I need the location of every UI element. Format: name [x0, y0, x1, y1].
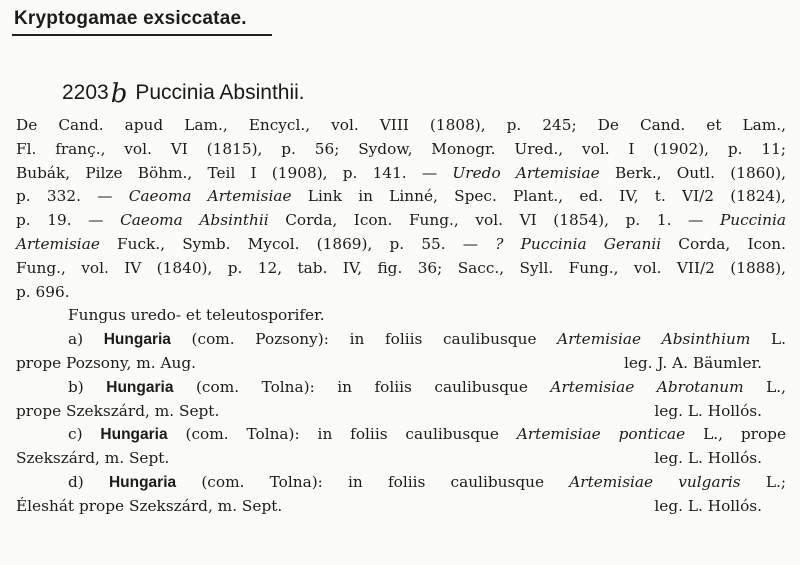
taxon-name: Caeoma Absinthii: [120, 211, 269, 230]
entry-suffix-handwritten: b: [110, 79, 128, 109]
taxon-name: Puccinia: [719, 211, 786, 230]
citation-text: Fung., vol. IV (1840), p. 12, tab. IV, fig. 36; Sacc., Syll. Fung., vol. VII/2 (1888),: [16, 258, 786, 277]
citation-text: Berk., Outl. (1860),: [599, 163, 786, 182]
synonymy-line: [16, 162, 786, 186]
locality-line: [16, 471, 786, 495]
locality-place: prope Pozsony, m. Aug.: [16, 353, 196, 372]
locality-country: Hungaria: [108, 473, 177, 491]
locality-line: [16, 423, 786, 447]
synonymy-line: [16, 185, 786, 209]
host-author: L.,: [743, 377, 787, 396]
locality-line: [16, 328, 786, 352]
taxon-name: Uredo Artemisiae: [452, 163, 600, 182]
locality-place: Éleshát prope Szekszárd, m. Sept.: [16, 496, 283, 515]
synonymy-line: [16, 257, 786, 281]
species-name: Puccinia Absinthii.: [135, 81, 305, 104]
synonymy-line: [16, 233, 786, 257]
host-plant: Artemisiae vulgaris: [569, 472, 741, 491]
citation-text: Corda, Icon.: [661, 234, 786, 253]
entry-body: [16, 114, 786, 519]
taxon-name: ? Puccinia Geranii: [495, 234, 662, 253]
citation-text: Link in Linné, Spec. Plant., ed. IV, t. VI/2 (1824),: [291, 187, 786, 206]
synonymy-line: [16, 114, 786, 138]
host-author: L.: [750, 330, 787, 349]
citation-text: Corda, Icon. Fung., vol. VI (1854), p. 1. —: [268, 211, 720, 230]
header-underline: [12, 34, 272, 36]
citation-text: Fuck., Symb. Mycol. (1869), p. 55. —: [99, 234, 496, 253]
locality-label: c): [68, 425, 101, 444]
locality-label: a): [68, 330, 104, 349]
locality-country: Hungaria: [100, 426, 168, 444]
locality-place-row: [16, 447, 786, 471]
locality-place: Szekszárd, m. Sept.: [16, 449, 170, 468]
locality-county: (com. Tolna): in foliis caulibusque: [176, 472, 570, 491]
citation-text: p. 332. —: [16, 187, 129, 206]
collector: leg. L. Hollós.: [654, 449, 762, 468]
collection-header: Kryptogamae exsiccatae.: [14, 8, 247, 29]
fungus-note: Fungus uredo- et teleutosporifer.: [68, 306, 325, 325]
synonymy-line: [16, 209, 786, 233]
locality-county: (com. Tolna): in foliis caulibusque: [167, 425, 517, 444]
locality-country: Hungaria: [103, 331, 171, 349]
entry-number: 2203: [62, 81, 109, 104]
host-author: L., prope: [685, 425, 787, 444]
locality-county: (com. Tolna): in foliis caulibusque: [173, 377, 551, 396]
host-plant: Artemisiae Absinthium: [557, 330, 751, 349]
synonymy-line: [16, 138, 786, 162]
locality-county: (com. Pozsony): in foliis caulibusque: [170, 330, 558, 349]
locality-line: [16, 376, 786, 400]
collector: leg. J. A. Bäumler.: [623, 353, 762, 372]
host-author: L.;: [740, 472, 787, 491]
citation-text: p. 696.: [16, 282, 70, 301]
host-plant: Artemisiae ponticae: [516, 425, 686, 444]
citation-text: De Cand. apud Lam., Encycl., vol. VIII (1808), p. 245; De Cand. et Lam.,: [16, 116, 786, 134]
locality-place-row: [16, 400, 786, 424]
locality-place-row: [16, 352, 786, 376]
locality-place: prope Szekszárd, m. Sept.: [16, 401, 220, 420]
citation-text: Bubák, Pilze Böhm., Teil I (1908), p. 141. —: [16, 163, 453, 182]
host-plant: Artemisiae Abrotanum: [550, 377, 744, 396]
synonymy-line: [16, 281, 786, 305]
citation-text: Fl. franç., vol. VI (1815), p. 56; Sydow, Monogr. Ured., vol. I (1902), p. 11;: [16, 139, 786, 158]
locality-label: b): [68, 377, 107, 396]
citation-text: p. 19. —: [16, 211, 121, 230]
collector: leg. L. Hollós.: [654, 401, 762, 420]
taxon-name: Artemisiae: [16, 234, 100, 253]
locality-place-row: [16, 495, 786, 519]
localities-list: [16, 328, 786, 518]
taxon-name: Caeoma Artemisiae: [128, 187, 292, 206]
locality-label: d): [68, 472, 109, 491]
synonymy-block: [16, 114, 786, 304]
locality-country: Hungaria: [106, 378, 174, 396]
collector: leg. L. Hollós.: [654, 496, 762, 515]
entry-title: [62, 76, 305, 109]
